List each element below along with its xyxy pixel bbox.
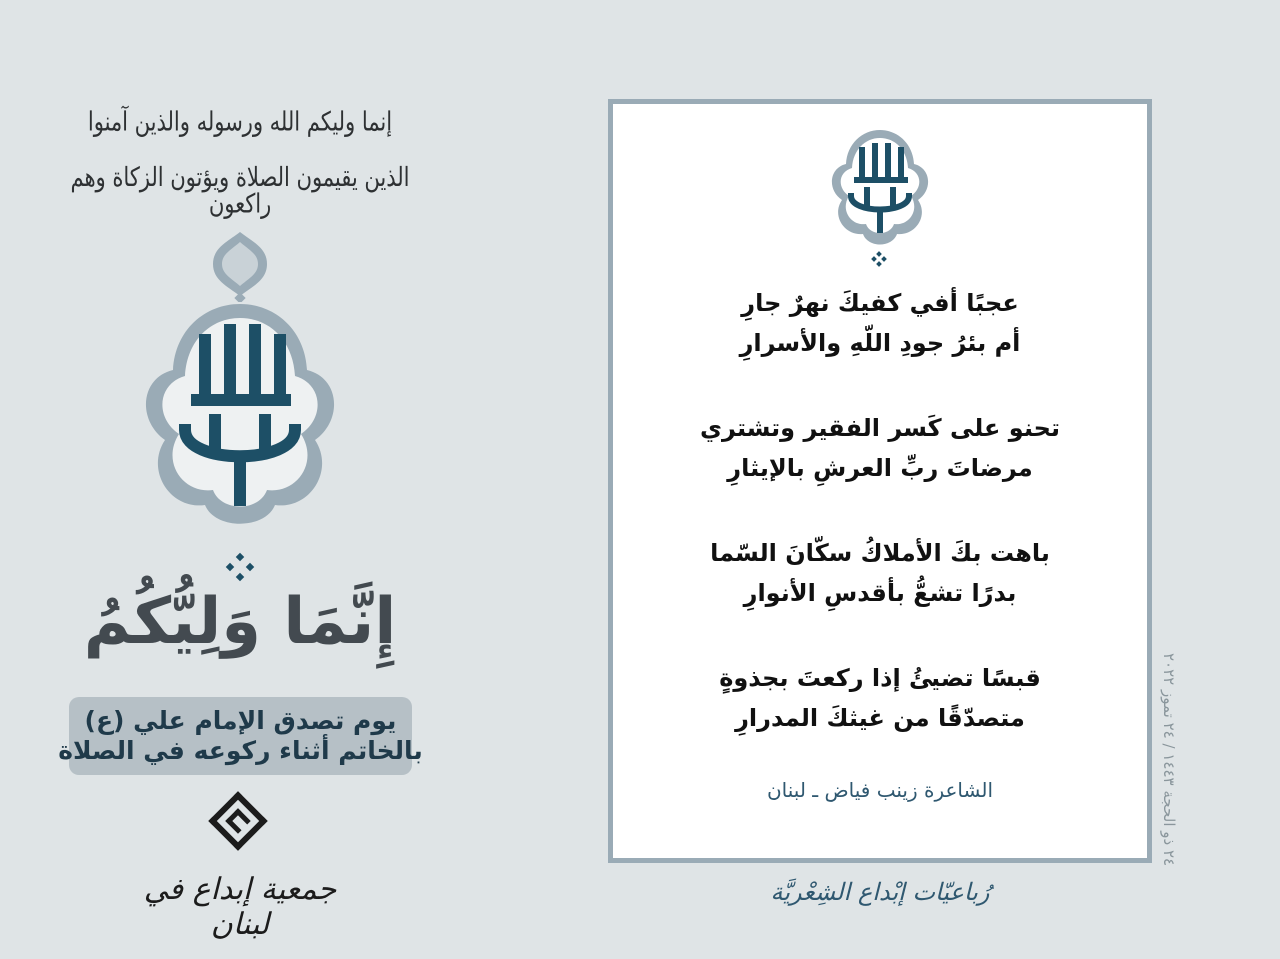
main-title: إِنَّمَا وَلِيُّكُمُ xyxy=(83,585,397,659)
ali-emblem xyxy=(135,300,345,545)
occasion-line-1: يوم تصدق الإمام علي (ع) xyxy=(84,706,397,735)
card-ali-emblem xyxy=(825,128,935,268)
stanza-2-line-2: مرضاتَ ربِّ العرشِ بالإيثارِ xyxy=(727,454,1033,482)
association-name: جمعية إبداع في لبنان xyxy=(143,872,337,942)
poet-name: الشاعرة زينب فياض ـ لبنان xyxy=(766,778,994,802)
stanza-3-line-1: باهت بكَ الأملاكُ سكّانَ السّما xyxy=(710,539,1050,567)
stanza-3 xyxy=(608,533,1152,613)
stanza-1-line-2: أم بئرُ جودِ اللّهِ والأسرارِ xyxy=(739,329,1021,357)
stanza-2 xyxy=(608,408,1152,488)
occasion-box xyxy=(58,697,423,775)
occasion-line-2: بالخاتم أثناء ركوعه في الصلاة xyxy=(58,736,423,765)
series-title: رُباعيّات إبْداع الشِعْريَّة xyxy=(770,878,990,906)
quran-verse-line-1: إنما وليكم الله ورسوله والذين آمنوا xyxy=(87,106,393,137)
diamond-separator-icon xyxy=(225,552,255,582)
stanza-1-line-1: عجبًا أفي كفيكَ نهرٌ جارِ xyxy=(741,289,1019,317)
stanza-4-line-2: متصدّقًا من غيثكَ المدرارِ xyxy=(735,704,1025,732)
date-vertical: ٢٤ ذو الحجة ١٤٤٣ / ٢٤ تموز ٢٠٢٢ xyxy=(1160,652,1178,866)
ornament-icon xyxy=(205,230,275,302)
stanza-1 xyxy=(608,283,1152,363)
stanza-4 xyxy=(608,658,1152,738)
stanza-3-line-2: بدرًا تشعُّ بأقدسِ الأنوارِ xyxy=(743,579,1017,607)
quran-verse-line-2: الذين يقيمون الصلاة ويؤتون الزكاة وهم راكعون xyxy=(70,162,410,219)
poem xyxy=(608,283,1152,783)
stanza-4-line-1: قبسًا تضيئُ إذا ركعتَ بجذوةٍ xyxy=(719,664,1041,692)
kufic-logo-icon xyxy=(205,788,271,854)
stanza-2-line-1: تحنو على كَسر الفقير وتشتري xyxy=(700,414,1060,442)
